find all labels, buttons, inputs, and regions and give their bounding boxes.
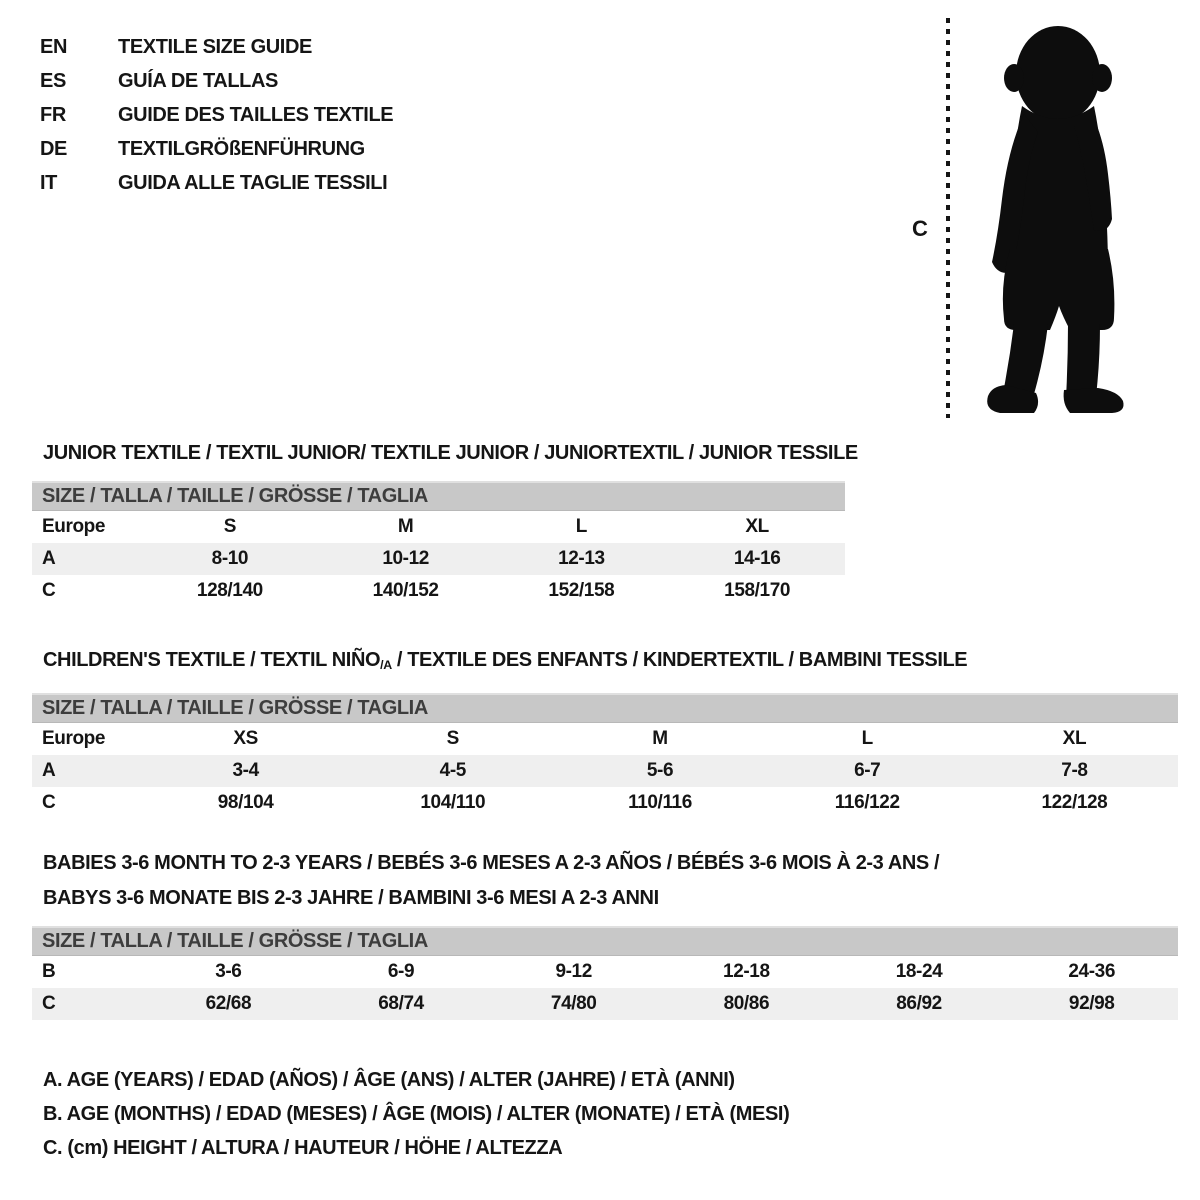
- table-cell: 74/80: [550, 993, 597, 1014]
- table-cell: 12-13: [558, 548, 605, 569]
- table-cell: 18-24: [895, 961, 943, 982]
- toddler-silhouette-icon: [962, 14, 1142, 419]
- section-children: [32, 643, 1178, 819]
- table-cell: M: [397, 516, 414, 537]
- language-title: TEXTILGRÖßENFÜHRUNG: [118, 137, 365, 160]
- language-code: DE: [40, 137, 67, 160]
- table-cell: 122/128: [1041, 792, 1108, 814]
- language-row: [40, 30, 393, 64]
- table-cell: 98/104: [217, 792, 274, 814]
- table-cell: 116/122: [834, 792, 900, 814]
- table-cell: S: [223, 516, 237, 537]
- table-cell: 86/92: [896, 993, 942, 1014]
- table-cell: 3-4: [232, 760, 259, 782]
- row-label: A: [42, 760, 56, 782]
- table-cell: 3-6: [215, 961, 242, 982]
- legend: [43, 1063, 789, 1165]
- table-cell: M: [652, 728, 668, 750]
- table-cell: XL: [1062, 728, 1087, 750]
- size-header-bar: SIZE / TALLA / TAILLE / GRÖSSE / TAGLIA: [32, 693, 1178, 723]
- language-code: EN: [40, 35, 67, 58]
- table-cell: 92/98: [1068, 993, 1115, 1014]
- size-table: [32, 693, 1178, 819]
- size-header-bar: SIZE / TALLA / TAILLE / GRÖSSE / TAGLIA: [32, 481, 845, 511]
- language-code: IT: [40, 171, 57, 194]
- row-label: C: [42, 993, 56, 1014]
- table-cell: 10-12: [382, 548, 429, 569]
- table-cell: XS: [233, 728, 258, 750]
- table-cell: 104/110: [420, 792, 486, 814]
- table-cell: L: [575, 516, 587, 537]
- measure-dashed-line: [946, 18, 950, 418]
- language-code: ES: [40, 69, 66, 92]
- toddler-silhouette-shape: [987, 26, 1123, 413]
- heading-text: / TEXTILE DES ENFANTS / KINDERTEXTIL / BAMBINI TESSILE: [391, 649, 968, 671]
- table-row-c: [32, 988, 1178, 1020]
- language-list: [40, 30, 393, 200]
- section-babies: [32, 846, 1178, 1020]
- table-cell: 12-18: [723, 961, 770, 982]
- heading-subscript: /A: [380, 658, 392, 673]
- language-row: [40, 64, 393, 98]
- section-heading: [43, 643, 1178, 683]
- size-table: [32, 481, 845, 607]
- table-cell: 7-8: [1061, 760, 1088, 782]
- section-heading: [43, 436, 858, 471]
- table-row-b: [32, 956, 1178, 988]
- language-title: GUIDE DES TAILLES TEXTILE: [118, 103, 394, 126]
- table-cell: 62/68: [205, 993, 252, 1014]
- table-cell: 4-5: [439, 760, 466, 782]
- legend-line: C. (cm) HEIGHT / ALTURA / HAUTEUR / HÖHE / ALTEZZA: [43, 1137, 563, 1159]
- size-header-bar: SIZE / TALLA / TAILLE / GRÖSSE / TAGLIA: [32, 926, 1178, 956]
- section-heading: [43, 881, 1178, 916]
- language-title: TEXTILE SIZE GUIDE: [118, 35, 312, 58]
- language-title: GUIDA ALLE TAGLIE TESSILI: [118, 171, 388, 194]
- table-row-a: [32, 543, 845, 575]
- table-row-europe: [32, 511, 845, 543]
- row-label: B: [42, 961, 56, 982]
- table-cell: 6-7: [854, 760, 881, 782]
- table-cell: 140/152: [372, 580, 439, 601]
- table-cell: 158/170: [724, 580, 791, 601]
- table-cell: 80/86: [723, 993, 770, 1014]
- language-row: [40, 132, 393, 166]
- table-row-c: [32, 787, 1178, 819]
- table-cell: 14-16: [733, 548, 781, 569]
- section-heading: [43, 846, 1178, 881]
- table-cell: S: [446, 728, 459, 750]
- heading-text: CHILDREN'S TEXTILE / TEXTIL NIÑO: [43, 649, 381, 671]
- table-cell: 5-6: [646, 760, 674, 782]
- table-cell: 24-36: [1068, 961, 1115, 982]
- table-cell: 8-10: [211, 548, 249, 569]
- language-row: [40, 98, 393, 132]
- table-cell: L: [861, 728, 873, 750]
- language-row: [40, 166, 393, 200]
- row-label: A: [42, 548, 56, 569]
- table-row-c: [32, 575, 845, 607]
- row-label: Europe: [42, 728, 106, 750]
- table-cell: XL: [745, 516, 769, 537]
- table-row-europe: [32, 723, 1178, 755]
- measure-label: C: [912, 216, 928, 241]
- table-cell: 6-9: [387, 961, 415, 982]
- table-cell: 152/158: [548, 580, 615, 601]
- heading-text: BABYS 3-6 MONATE BIS 2-3 JAHRE / BAMBINI 3-6 MESI A 2-3 ANNI: [43, 887, 659, 909]
- heading-text: BABIES 3-6 MONTH TO 2-3 YEARS / BEBÉS 3-6 MESES A 2-3 AÑOS / BÉBÉS 3-6 MOIS À 2-3 ANS /: [43, 852, 940, 874]
- row-label: C: [42, 792, 56, 814]
- table-cell: 9-12: [555, 961, 592, 982]
- language-title: GUÍA DE TALLAS: [118, 69, 278, 92]
- row-label: Europe: [42, 516, 106, 537]
- heading-text: JUNIOR TEXTILE / TEXTIL JUNIOR/ TEXTILE JUNIOR / JUNIORTEXTIL / JUNIOR TESSILE: [43, 442, 858, 464]
- legend-line: B. AGE (MONTHS) / EDAD (MESES) / ÂGE (MOIS) / ALTER (MONATE) / ETÀ (MESI): [43, 1103, 790, 1125]
- row-label: C: [42, 580, 56, 601]
- legend-line: A. AGE (YEARS) / EDAD (AÑOS) / ÂGE (ANS) / ALTER (JAHRE) / ETÀ (ANNI): [43, 1069, 735, 1091]
- section-junior: [32, 436, 858, 607]
- table-cell: 110/116: [628, 792, 692, 814]
- table-cell: 68/74: [378, 993, 424, 1014]
- table-cell: 128/140: [196, 580, 263, 601]
- table-row-a: [32, 755, 1178, 787]
- size-table: [32, 926, 1178, 1020]
- language-code: FR: [40, 103, 66, 126]
